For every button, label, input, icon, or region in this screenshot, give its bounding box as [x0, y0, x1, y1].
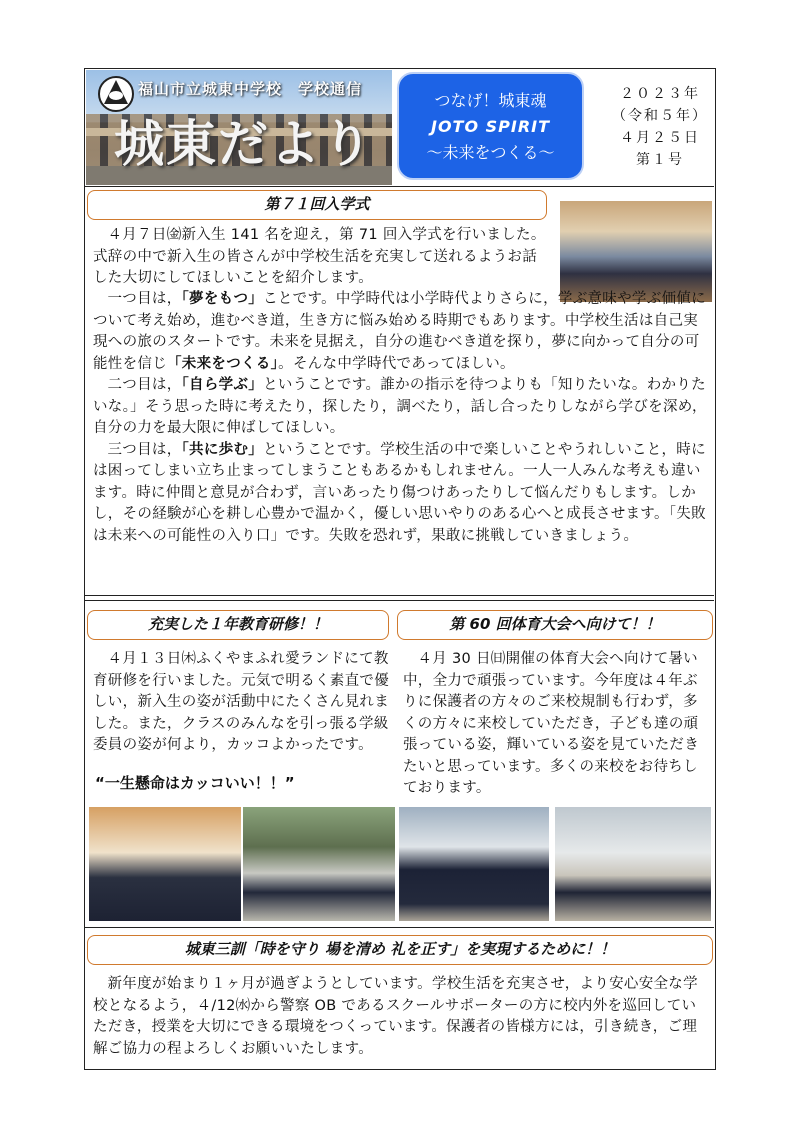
training-photo-1	[89, 807, 241, 921]
paragraph-dream: 一つ目は，「夢をもつ」ことです。中学時代は小学時代よりさらに，学ぶ意味や学ぶ価値について考え始め，進むべき道，生き方に悩み始める時期でもあります。中学校生活は自己実現への旅のスタートです。未来を見据え，自分の進むべき道を探り，夢に向かって自分の可能性を信じ「未来をつくる」。そんな中学時代であってほしい。	[93, 291, 706, 372]
paragraph-learn: 二つ目は，「自ら学ぶ」ということです。誰かの指示を待つよりも「知りたいな。わかりたいな。」そう思った時に考えたり，探したり，調べたり，話し合ったりしながら学びを深め，自分の力を最大限に伸ばしてほしい。	[93, 377, 707, 436]
issue-date	[605, 83, 715, 171]
issue-number: 第１号	[636, 152, 684, 168]
paragraph-walk: 三つ目は，「共に歩む」ということです。学校生活の中で楽しいことやうれしいこと，時には困ってしまい立ち止まってしまうこともあるかもしれません。一人一人みんな考えも違います。時に仲間と意見が合わず，言いあったり傷つけあったりして悩んだりもします。しかし，その経験が心を耕し心豊かで温かく，優しい思いやりのある心へと成長させます。「失敗は未来への可能性の入り口」です。失敗を恐れず，果敢に挑戦していきましょう。	[93, 441, 706, 544]
school-principles-title: 城東三訓「時を守り 場を清め 礼を正す」を実現するために！！	[87, 935, 713, 965]
entrance-ceremony-body	[93, 289, 709, 547]
newsletter-title: 城東だより	[114, 115, 374, 173]
motto-box	[397, 72, 584, 180]
sports-festival-title: 第 60 回体育大会へ向けて！！	[397, 610, 713, 640]
paragraph-intro: ４月７日㈮新入生 141 名を迎え，第 71 回入学式を行いました。式辞の中で新入生の皆さんが中学校生活を充実して送れるようお話した大切にしてほしいことを紹介します。	[93, 227, 546, 286]
entrance-ceremony-intro	[93, 225, 551, 290]
entrance-ceremony-title: 第７１回入学式	[87, 190, 547, 220]
motto-line-2: JOTO SPIRIT	[430, 117, 551, 136]
section-divider	[85, 595, 714, 596]
training-title: 充実した１年教育研修！！	[87, 610, 389, 640]
training-slogan: “一生懸命はカッコいい！！”	[95, 774, 295, 792]
issue-era-year: （令和５年）	[612, 108, 708, 124]
school-building-photo	[86, 70, 392, 185]
sports-festival-text: ４月 30 日㈰開催の体育大会へ向けて暑い中，全力で頑張っています。今年度は４年ぶりに保護者の方々のご来校規制も行わず，多くの方々に来校していただき，子ども達の頑張っている姿，輝いている姿を見ていただきたいと思っています。多くの来校をお待ちしております。	[403, 651, 699, 796]
section-divider	[85, 600, 714, 601]
sports-practice-photo-1	[399, 807, 549, 921]
entrance-ceremony-photo	[560, 201, 712, 302]
section-divider	[85, 927, 714, 928]
newsletter-page	[84, 68, 716, 1070]
issue-year: ２０２３年	[620, 86, 700, 102]
motto-line-1: つなげ！城東魂	[434, 91, 547, 110]
issue-day: ４月２５日	[620, 130, 700, 146]
motto-line-3: 〜未来をつくる〜	[426, 143, 555, 162]
training-text: ４月１３日㈭ふくやまふれ愛ランドにて教育研修を行いました。元気で明るく素直で優しい，新入生の姿が活動中にたくさん見れました。また，クラスのみんなを引っ張る学級委員の姿が何より，カッコよかったです。	[93, 651, 389, 753]
sports-practice-photo-2	[555, 807, 711, 921]
school-name: 福山市立城東中学校 学校通信	[138, 80, 363, 98]
school-principles-text: 新年度が始まり１ヶ月が過ぎようとしています。学校生活を充実させ，より安心安全な学校となるよう，４/12㈬から警察 OB であるスクールサポーターの方に校内外を巡回していただき，授業を大切にできる環境をつくっています。保護者の皆様方には，引き続き，ご理解ご協力の程よろしくお願いいたします。	[93, 976, 698, 1057]
training-photo-2	[243, 807, 395, 921]
masthead	[85, 69, 714, 187]
